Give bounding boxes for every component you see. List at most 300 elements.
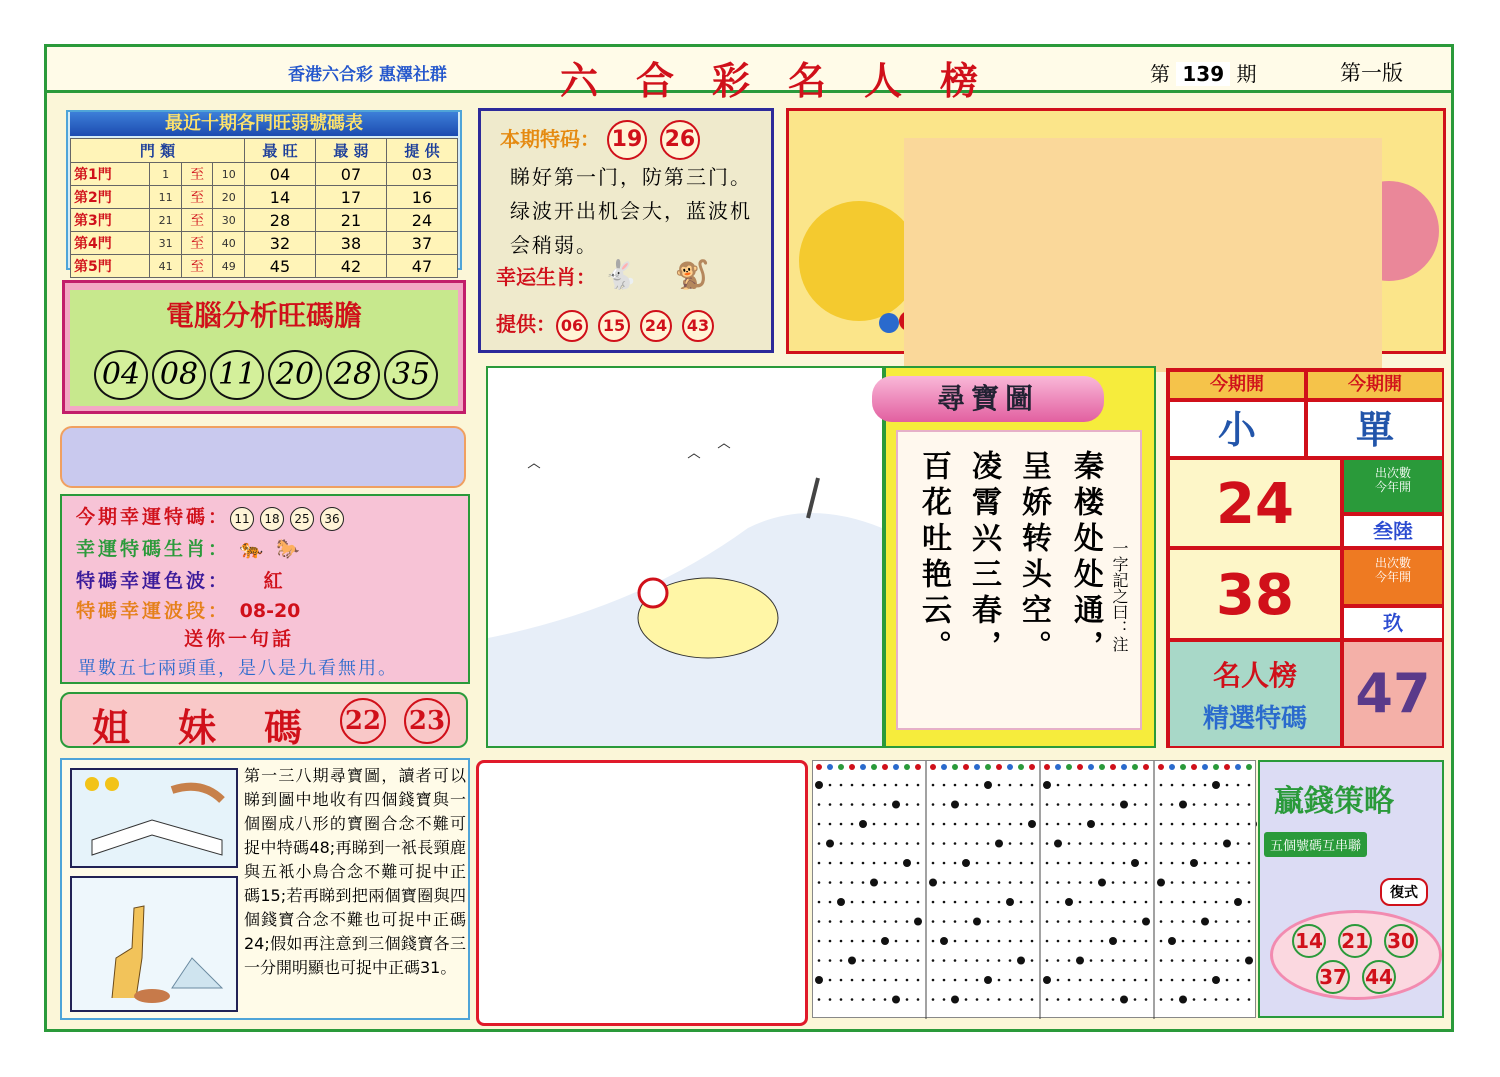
grid-dot [1204,998,1207,1001]
grid-dot [829,979,832,982]
table-cell: 第2門 [71,186,150,209]
rabbit-icon: 🐇 [602,258,638,291]
grid-dot [1182,881,1185,884]
grid-dot [1134,842,1137,845]
grid-dot [815,781,823,789]
grid-dot [1057,920,1060,923]
grid-dot [906,901,909,904]
lucky-color-row: 特碼幸運色波： 紅 [76,570,286,592]
grid-dot [995,840,1003,848]
grid-dot [976,862,979,865]
lucky-number: 11 [230,507,254,531]
grid-dot [1204,784,1207,787]
grid-dot [1057,862,1060,865]
grid-dot [1193,842,1196,845]
special-text: 睇好第一门，防第三门。绿波开出机会大，蓝波机会稍弱。 [510,165,752,257]
grid-dot [965,920,968,923]
grid-dot [829,784,832,787]
grid-dot [1123,959,1126,962]
grid-dot [932,862,935,865]
grid-dot [1031,940,1034,943]
grid-dot [1079,842,1082,845]
grid-dot [954,823,957,826]
grid-dot [954,979,957,982]
grid-dot [1157,879,1165,887]
table-cell: 21 [315,209,386,232]
table-cell: 至 [181,163,213,186]
table-cell: 至 [181,255,213,278]
grid-dot [954,784,957,787]
grid-dot [1215,920,1218,923]
grid-dot [1079,784,1082,787]
grid-dot [1248,842,1251,845]
grid-dot [1101,940,1104,943]
grid-dot [1046,940,1049,943]
grid-dot [1017,957,1025,965]
grid-dot [1123,784,1126,787]
grid-dot [1160,901,1163,904]
grid-dot [884,959,887,962]
grid-dot [895,940,898,943]
grid-dot [973,918,981,926]
poem-col-2: 呈娇转头空。 [1016,450,1051,666]
grid-dot [1168,937,1176,945]
grid-dot [943,803,946,806]
grid-dot [932,823,935,826]
grid-dot [1182,862,1185,865]
grid-dot [965,842,968,845]
grid-dot [1046,862,1049,865]
result-tag-1: 叁陸 [1342,514,1444,548]
famous-number: 47 [1342,640,1444,748]
tiger-icon: 🐅 [239,538,267,560]
column-header: 門 類 [71,139,245,163]
grid-dot [1101,803,1104,806]
grid-dot [1179,996,1187,1004]
grid-dot [1112,881,1115,884]
table-cell: 38 [315,232,386,255]
grid-dot [1112,862,1115,865]
grid-dot [1248,862,1251,865]
count-label-2: 出次數 今年開 [1342,548,1444,606]
grid-dot [1123,881,1126,884]
grid-dot [976,901,979,904]
grid-dot [1134,998,1137,1001]
grid-dot [862,803,865,806]
grid-dot [1031,979,1034,982]
grid-dot [1112,979,1115,982]
grid-dot [1112,803,1115,806]
table-cell: 至 [181,186,213,209]
grid-dot [1193,920,1196,923]
grid-dot [1256,820,1257,828]
grid-dot [1079,998,1082,1001]
header-dot [996,764,1002,770]
grid-dot [1237,823,1240,826]
grid-dot [1031,959,1034,962]
grid-dot [1009,784,1012,787]
table-cell: 45 [245,255,316,278]
grid-dot [965,823,968,826]
grid-dot [917,803,920,806]
header-dot [1099,764,1105,770]
provide-number: 43 [682,310,714,342]
grid-dot [1068,803,1071,806]
grid-dot [1204,881,1207,884]
grid-dot [884,842,887,845]
grid-dot [1215,940,1218,943]
grid-dot [862,979,865,982]
grid-dot [1134,920,1137,923]
grid-dot [873,842,876,845]
grid-dot [1020,920,1023,923]
grid-dot [851,998,854,1001]
grid-dot [1134,803,1137,806]
grid-dot [840,881,843,884]
grid-dot [829,862,832,865]
grid-dot [895,784,898,787]
grid-dot [1182,940,1185,943]
grid-dot [1031,901,1034,904]
analysis-number: 04 [94,350,148,400]
grid-dot [932,979,935,982]
grid-dot [1009,803,1012,806]
header-dot [1077,764,1083,770]
grid-dot [906,940,909,943]
grid-dot [1145,823,1148,826]
grid-dot [884,803,887,806]
grid-dot [873,803,876,806]
header-dot [1143,764,1149,770]
grid-dot [943,920,946,923]
grid-dot [1009,842,1012,845]
grid-dot [837,898,845,906]
grid-dot [1009,920,1012,923]
grid-dot [1020,842,1023,845]
grid-dot [1079,979,1082,982]
grid-dot [1057,803,1060,806]
grid-dot [851,803,854,806]
logo-cover [904,138,1382,372]
book-illustration [70,768,238,868]
grid-dot [1076,957,1084,965]
grid-dot [1248,920,1251,923]
grid-dot [1134,940,1137,943]
header-dot [882,764,888,770]
special-label: 本期特码： 19 26 [500,120,706,160]
grid-dot [1068,920,1071,923]
grid-dot [1237,842,1240,845]
grid-dot [1054,840,1062,848]
grid-dot [1182,784,1185,787]
header-dot [1088,764,1094,770]
header-dot [941,764,947,770]
grid-dot [1204,901,1207,904]
grid-dot [859,820,867,828]
table-cell: 1 [150,163,182,186]
grid-dot [1145,842,1148,845]
grid-dot [829,959,832,962]
grid-dot [818,823,821,826]
table-row [71,255,458,278]
analysis-number: 28 [326,350,380,400]
grid-dot [998,823,1001,826]
grid-dot [1182,901,1185,904]
grid-dot [840,862,843,865]
grid-dot [1112,998,1115,1001]
grid-dot [1101,842,1104,845]
grid-dot [1090,842,1093,845]
header-dot [985,764,991,770]
grid-dot [829,940,832,943]
grid-dot [1182,920,1185,923]
grid-dot [1112,959,1115,962]
grid-dot [1120,801,1128,809]
header-dot [1158,764,1164,770]
grid-dot [954,901,957,904]
grid-dot [932,901,935,904]
grid-dot [932,784,935,787]
result-size: 小 [1168,400,1306,458]
grid-dot [998,959,1001,962]
grid-dot [1020,823,1023,826]
grid-dot [1090,881,1093,884]
grid-dot [1020,784,1023,787]
grid-dot [1109,937,1117,945]
grid-dot [976,979,979,982]
grid-dot [1031,803,1034,806]
grid-dot [892,801,900,809]
grid-dot [1160,862,1163,865]
grid-dot [862,959,865,962]
grid-dot [1193,803,1196,806]
count-label-1: 出次數 今年開 [1342,458,1444,514]
grid-dot [1101,979,1104,982]
result-tag-2: 玖 [1342,606,1444,640]
grid-dot [1193,823,1196,826]
header-dot [904,764,910,770]
grid-dot [873,784,876,787]
grid-dot [1112,920,1115,923]
header-dot [1055,764,1061,770]
header-dot [893,764,899,770]
grid-dot [1009,881,1012,884]
grid-dot [1160,959,1163,962]
table-cell: 30 [213,209,245,232]
grid-dot [943,979,946,982]
strategy-title: 贏錢策略 [1274,784,1394,819]
grid-dot [1123,823,1126,826]
grid-dot [1079,901,1082,904]
grid-dot [1171,881,1174,884]
result-parity: 單 [1306,400,1444,458]
grid-dot [840,823,843,826]
strategy-num-2: 21 [1338,924,1372,958]
grid-dot [1134,959,1137,962]
grid-dot [873,959,876,962]
grid-dot [851,979,854,982]
treasure-title: 尋寶圖 [872,376,1104,422]
grid-dot [895,842,898,845]
grid-dot [1204,959,1207,962]
lucky-phrase: 單數五七兩頭重，是八是九看無用。 [78,658,398,679]
header-dot [1121,764,1127,770]
grid-dot [943,842,946,845]
grid-dot [851,901,854,904]
grid-dot [1237,881,1240,884]
table-cell: 第3門 [71,209,150,232]
grid-dot [932,940,935,943]
table-cell: 37 [386,232,457,255]
grid-dot [1046,803,1049,806]
table-cell: 41 [150,255,182,278]
grid-dot [987,959,990,962]
header-dot [1202,764,1208,770]
blank-red-box [476,760,808,1026]
provide-number: 24 [640,310,672,342]
lucky-number: 25 [290,507,314,531]
famous-box [1168,640,1342,748]
table-cell: 03 [386,163,457,186]
grid-dot [1031,862,1034,865]
grid-dot [1101,823,1104,826]
table-cell: 17 [315,186,386,209]
grid-dot [840,959,843,962]
header-dot [1169,764,1175,770]
table-cell: 47 [386,255,457,278]
grid-dot [1237,940,1240,943]
grid-dot [1190,859,1198,867]
table-cell: 第5門 [71,255,150,278]
grid-dot [1171,803,1174,806]
grid-dot [1215,823,1218,826]
grid-dot [1226,862,1229,865]
tips-text: 第一三八期尋寶圖，讀者可以睇到圖中地收有四個錢寶與一個圈成八形的寶圈合念不難可捉中特碼48;再睇到一衹長頸鹿與五衹小鳥合念不難可捉中正碼15;若再睇到把兩個寶圈與四個錢寶合念不難也可捉中正碼24;假如再注意到三個錢寶各三一分開明顯也可捉中正碼31。 [244,766,466,977]
grid-dot [965,940,968,943]
grid-dot [1123,842,1126,845]
lucky-range-row: 特碼幸運波段： 08-20 [76,600,301,622]
result-head-1: 今期開 [1168,370,1306,400]
special-zodiac: 幸运生肖： 🐇 🐒 [496,258,710,291]
table-cell: 04 [245,163,316,186]
grid-dot [1057,940,1060,943]
grid-dot [1204,940,1207,943]
grid-dot [976,959,979,962]
grid-dot [1046,901,1049,904]
grid-dot [1112,784,1115,787]
grid-dot [873,998,876,1001]
grid-dot [1101,998,1104,1001]
grid-dot [1145,784,1148,787]
header-dot [974,764,980,770]
grid-dot [1068,823,1071,826]
table-cell: 14 [245,186,316,209]
grid-dot [1057,979,1060,982]
strategy-num-5: 44 [1362,960,1396,994]
grid-dot [1101,901,1104,904]
grid-dot [884,901,887,904]
grid-dot [965,881,968,884]
grid-dot [1020,862,1023,865]
grid-dot [1226,920,1229,923]
grid-dot [848,957,856,965]
strategy-subtitle: 五個號碼互串聯 [1264,832,1367,857]
grid-dot [940,937,948,945]
grid-dot [1201,918,1209,926]
grid-dot [1193,959,1196,962]
grid-dot [1090,940,1093,943]
table-cell: 第4門 [71,232,150,255]
grid-dot [954,842,957,845]
lucky-number: 36 [320,507,344,531]
grid-dot [1031,881,1034,884]
grid-dot [987,803,990,806]
grid-dot [987,823,990,826]
grid-dot [906,842,909,845]
grid-dot [1179,801,1187,809]
column-header: 提 供 [386,139,457,163]
grid-dot [1248,803,1251,806]
grid-dot [895,920,898,923]
grid-dot [984,976,992,984]
grid-dot [1226,998,1229,1001]
grid-dot [862,862,865,865]
grid-dot [1120,996,1128,1004]
dot-grid [812,760,1256,1018]
grid-dot [1057,998,1060,1001]
grid-dot [1171,842,1174,845]
grid-dot [1160,842,1163,845]
grid-dot [873,862,876,865]
grid-dot [818,940,821,943]
grid-dot [1068,979,1071,982]
grid-dot [914,918,922,926]
grid-dot [1101,784,1104,787]
grid-dot [1248,940,1251,943]
table-row [71,232,458,255]
grid-dot [1215,842,1218,845]
grid-dot [1248,823,1251,826]
grid-dot [1079,940,1082,943]
table-cell: 40 [213,232,245,255]
grid-dot [998,998,1001,1001]
header-dot [1029,764,1035,770]
grid-dot [998,979,1001,982]
grid-dot [873,920,876,923]
header-dot [952,764,958,770]
grid-dot [1046,823,1049,826]
grid-dot [1237,920,1240,923]
grid-dot [1068,784,1071,787]
grid-dot [1215,959,1218,962]
grid-dot [1171,862,1174,865]
grid-dot [965,959,968,962]
grid-dot [1009,862,1012,865]
table-cell: 49 [213,255,245,278]
grid-dot [884,920,887,923]
grid-dot [895,862,898,865]
grid-dot [1098,879,1106,887]
grid-dot [1112,842,1115,845]
grid-dot [1248,979,1251,982]
grid-dot [815,976,823,984]
grid-dot [1090,959,1093,962]
poem-col-3: 凌霄兴三春， [966,450,1001,666]
header-dot [1110,764,1116,770]
grid-dot [1193,881,1196,884]
grid-dot [965,803,968,806]
grid-dot [1204,979,1207,982]
